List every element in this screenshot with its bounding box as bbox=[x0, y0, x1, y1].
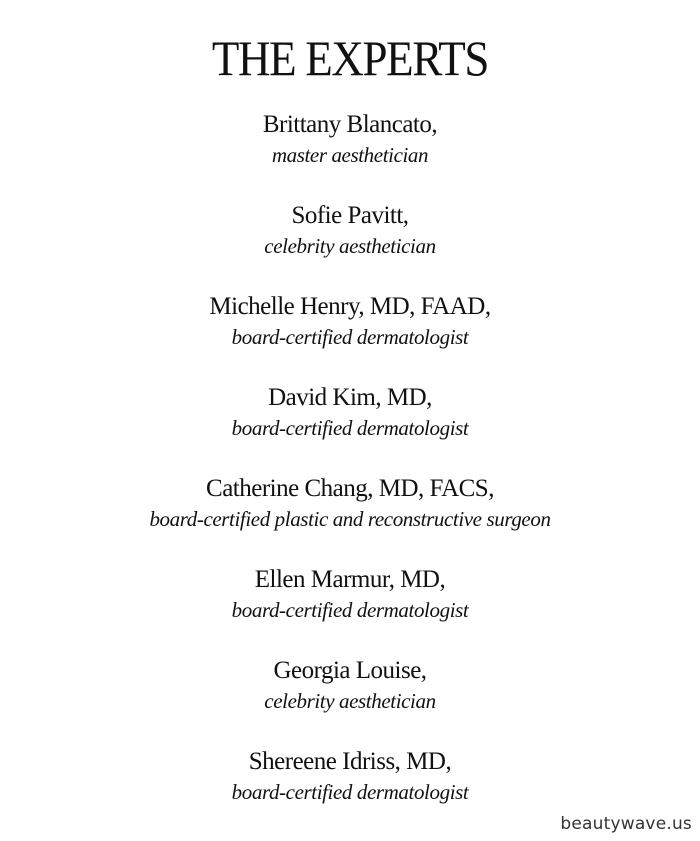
expert-role: board-certified dermatologist bbox=[231, 780, 469, 804]
expert-entry bbox=[0, 290, 700, 381]
expert-entry bbox=[0, 199, 700, 290]
expert-name: Brittany Blancato, bbox=[262, 111, 438, 138]
expert-role: celebrity aesthetician bbox=[264, 689, 436, 713]
expert-name: Michelle Henry, MD, FAAD, bbox=[209, 293, 491, 320]
expert-role: celebrity aesthetician bbox=[264, 234, 436, 258]
expert-role: board-certified dermatologist bbox=[231, 598, 469, 622]
expert-name: Sofie Pavitt, bbox=[291, 202, 409, 229]
expert-entry bbox=[0, 472, 700, 563]
watermark: beautywave.us bbox=[560, 814, 692, 834]
expert-list bbox=[0, 108, 700, 836]
expert-entry bbox=[0, 108, 700, 199]
expert-entry bbox=[0, 563, 700, 654]
expert-role: board-certified plastic and reconstructive surgeon bbox=[149, 507, 551, 531]
expert-name: David Kim, MD, bbox=[268, 384, 432, 411]
expert-role: board-certified dermatologist bbox=[231, 416, 469, 440]
expert-name: Catherine Chang, MD, FACS, bbox=[206, 475, 494, 502]
expert-entry bbox=[0, 381, 700, 472]
expert-role: board-certified dermatologist bbox=[231, 325, 469, 349]
expert-name: Ellen Marmur, MD, bbox=[254, 566, 446, 593]
expert-entry bbox=[0, 654, 700, 745]
page-title: THE EXPERTS bbox=[211, 30, 489, 86]
expert-name: Shereene Idriss, MD, bbox=[248, 748, 452, 775]
expert-name: Georgia Louise, bbox=[273, 657, 427, 684]
expert-role: master aesthetician bbox=[271, 143, 429, 167]
